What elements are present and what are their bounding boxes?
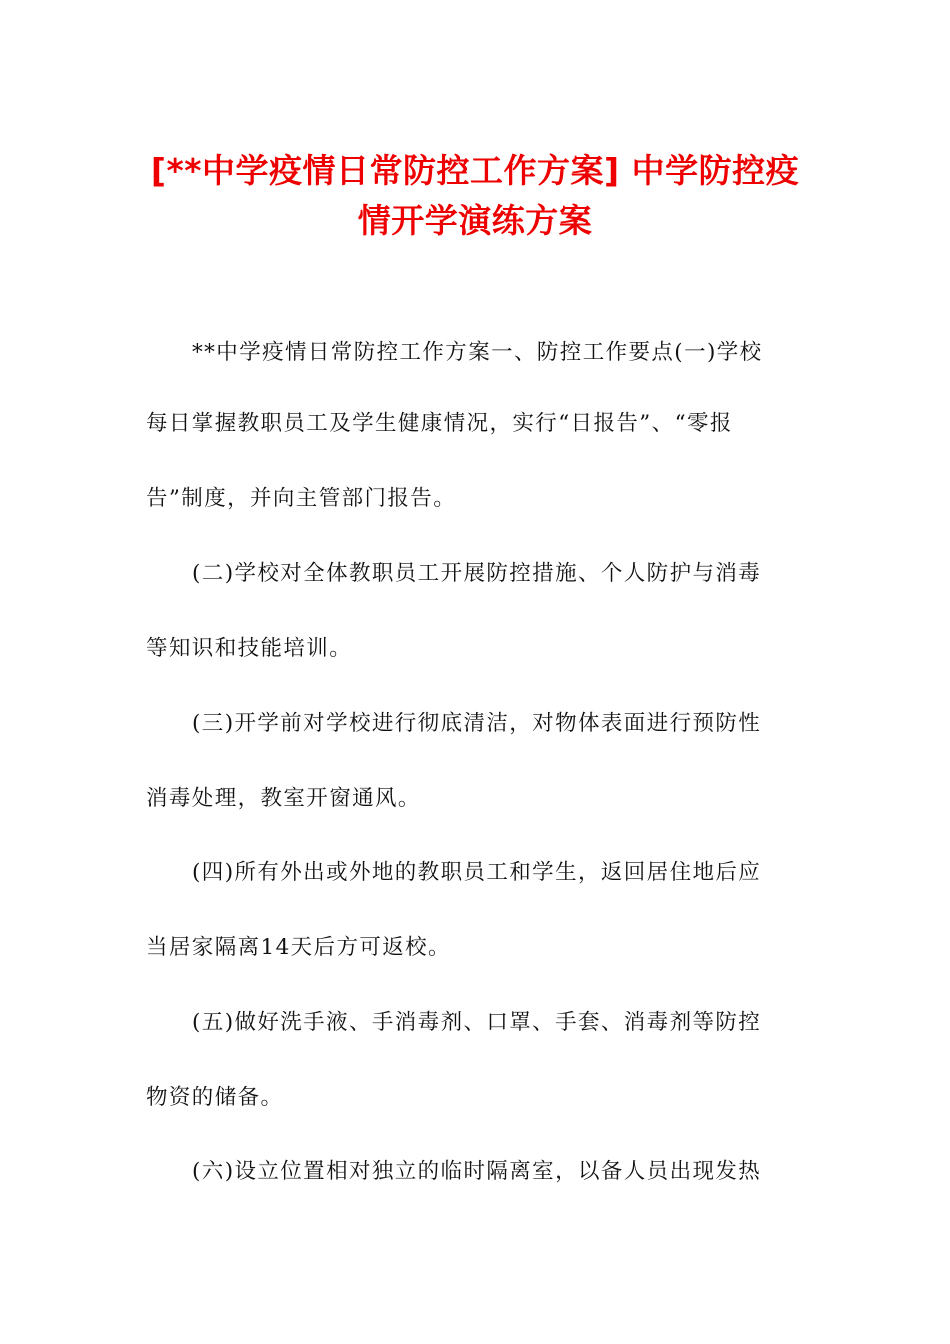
paragraph-2-line-2: 等知识和技能培训。 bbox=[146, 636, 353, 661]
paragraph-6-line-1: (六)设立位置相对独立的临时隔离室，以备人员出现发热 bbox=[192, 1159, 762, 1184]
paragraph-5-line-2: 物资的储备。 bbox=[146, 1085, 284, 1110]
document-title bbox=[120, 146, 830, 246]
paragraph-2-line-1: (二)学校对全体教职员工开展防控措施、个人防护与消毒 bbox=[192, 561, 762, 586]
paragraph-3-line-1: (三)开学前对学校进行彻底清洁，对物体表面进行预防性 bbox=[192, 711, 762, 736]
paragraph-1-line-1: **中学疫情日常防控工作方案一、防控工作要点(一)学校 bbox=[192, 340, 763, 365]
paragraph-3-line-2: 消毒处理，教室开窗通风。 bbox=[146, 786, 421, 811]
paragraph-5-line-1: (五)做好洗手液、手消毒剂、口罩、手套、消毒剂等防控 bbox=[192, 1010, 762, 1035]
title-line-1: [**中学疫情日常防控工作方案] 中学防控疫 bbox=[150, 151, 800, 190]
title-line-2: 情开学演练方案 bbox=[357, 201, 593, 240]
paragraph-1-line-3: 告”制度，并向主管部门报告。 bbox=[146, 486, 457, 511]
paragraph-4-line-2: 当居家隔离14天后方可返校。 bbox=[146, 935, 451, 960]
paragraph-1-line-2: 每日掌握教职员工及学生健康情况，实行“日报告”、“零报 bbox=[146, 411, 733, 436]
paragraph-4-line-1: (四)所有外出或外地的教职员工和学生，返回居住地后应 bbox=[192, 860, 762, 885]
